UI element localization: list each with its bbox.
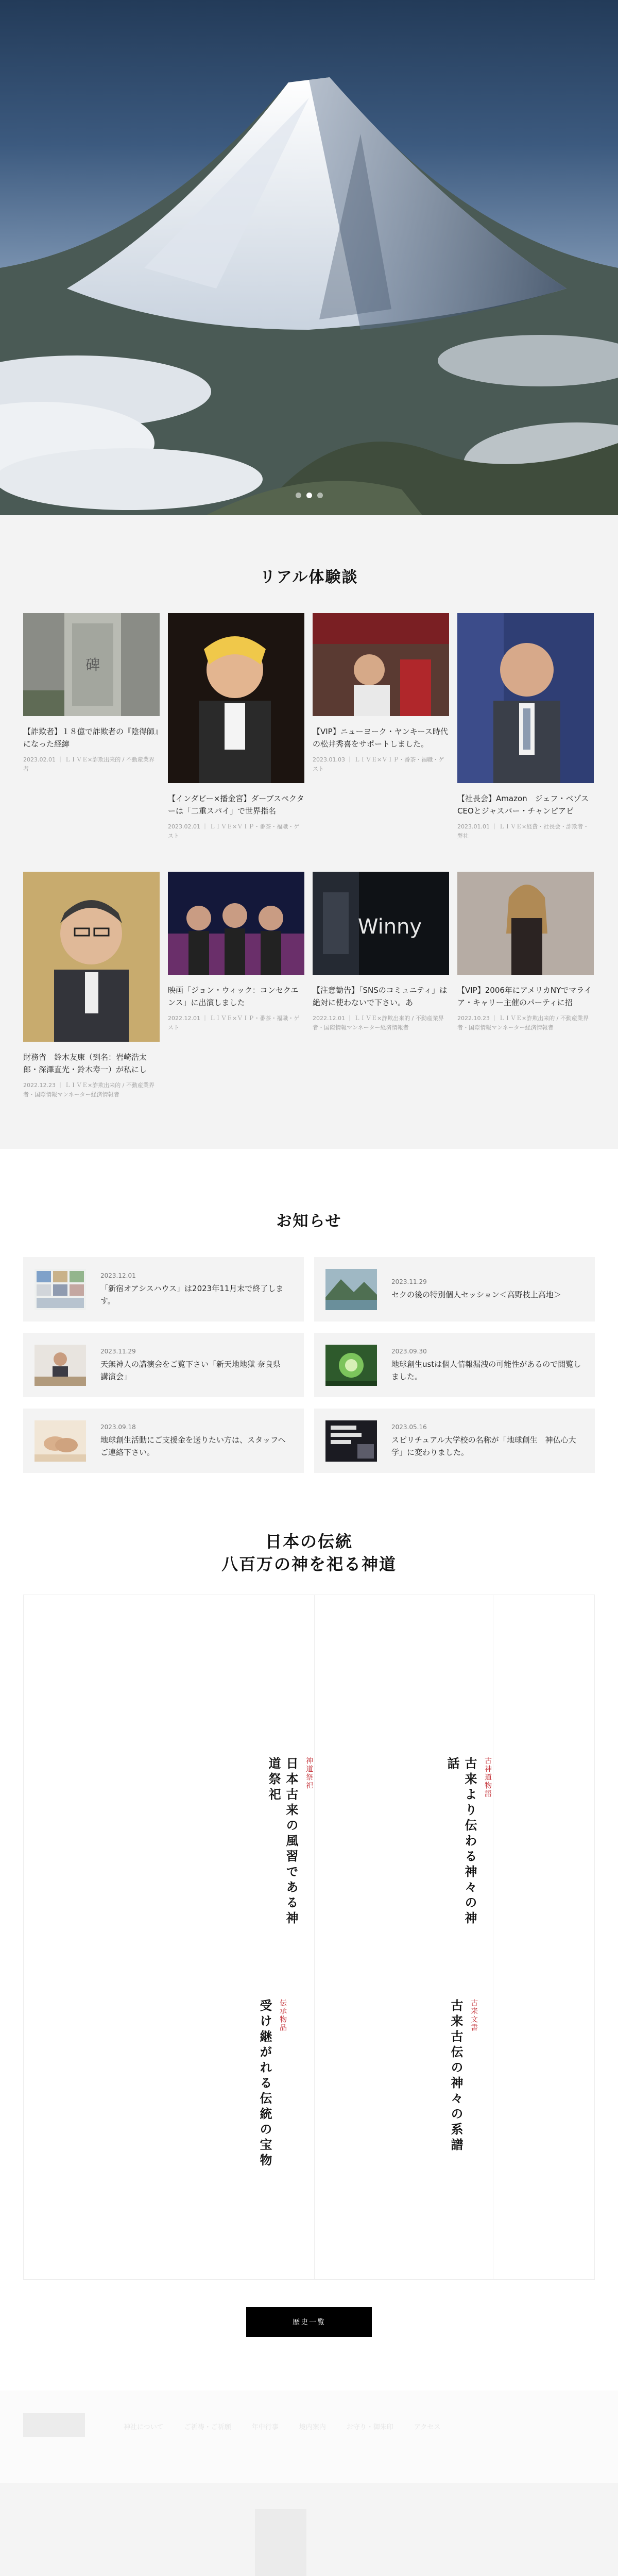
performer-image	[168, 613, 304, 783]
stone-tablet-image	[23, 613, 160, 716]
mount-fuji-image	[0, 0, 618, 515]
faded-nav-item[interactable]: 境内案内	[299, 2424, 326, 2431]
shinto-category: 伝承物品	[279, 1999, 287, 2032]
experience-meta: 2023.01.01 ｜ ＬＩＶＥ×経費・社長会・詐欺者・弊社	[457, 823, 589, 839]
experiences-heading: リアル体験談	[260, 568, 358, 586]
news-list	[23, 1257, 595, 1473]
experience-card[interactable]	[168, 613, 304, 850]
experience-meta: 2022.12.23 ｜ ＬＩＶＥ×詐欺出来的 / 不動産業界者・国際情報マンネーター経済情報者	[23, 1082, 154, 1098]
experience-title: 財務省 鈴木友康（到名：岩崎浩太郎・深澤直光・鈴木寿一）が私にし	[23, 1053, 147, 1074]
experience-card[interactable]	[23, 613, 160, 850]
shinto-title: 日本古来の風習である神道祭祀	[266, 1757, 298, 1927]
news-item[interactable]	[23, 1409, 304, 1473]
official-image	[23, 872, 160, 1042]
slider-dot-1[interactable]	[296, 493, 301, 498]
news-date: 2023.05.16	[391, 1423, 427, 1431]
winny-image	[313, 872, 449, 975]
news-title: スピリチュアル大学校の名称が「地球創生 神仏心大学」に変わりました。	[391, 1435, 576, 1457]
experiences-grid	[23, 613, 595, 1109]
slider-dot-2[interactable]	[306, 493, 312, 498]
slider-pagination	[0, 493, 618, 498]
faded-nav-item[interactable]: 年中行事	[251, 2424, 279, 2431]
dark-poster-image	[325, 1420, 377, 1462]
shinto-title: 古来より伝わる神々の神話	[445, 1757, 477, 1927]
news-item[interactable]	[314, 1333, 595, 1397]
faded-vertical-block	[255, 2509, 306, 2576]
faded-logo	[23, 2413, 85, 2437]
experience-meta: 2023.02.01 ｜ ＬＩＶＥ×ＶＩＰ・番茶・福職・ゲスト	[168, 823, 300, 839]
loading-section	[0, 2391, 618, 2576]
shinto-title: 受け継がれる伝統の宝物	[258, 1999, 272, 2169]
news-date: 2023.09.18	[100, 1423, 136, 1431]
news-title: セクの後の特別個人セッション＜高野枝上高地＞	[391, 1290, 561, 1299]
news-item[interactable]	[23, 1257, 304, 1321]
news-title: 地球創生ustは個人情報漏洩の可能性があるので閲覧しました。	[391, 1359, 581, 1381]
news-title: 地球創生活動にご支援金を送りたい方は、スタッフへご連絡下さい。	[100, 1435, 286, 1457]
shinto-category: 神道祭祀	[305, 1757, 313, 1790]
hands-image	[35, 1420, 86, 1462]
experience-card[interactable]	[313, 613, 449, 850]
shinto-item[interactable]	[315, 1937, 493, 2279]
experience-card[interactable]	[457, 872, 594, 1109]
news-date: 2023.11.29	[391, 1278, 427, 1285]
shinto-heading-line-2: 八百万の神を祀る神道	[221, 1554, 397, 1574]
experience-card[interactable]	[313, 872, 449, 1109]
news-item[interactable]	[23, 1333, 304, 1397]
experience-title: 【詐欺者】１８億で詐欺者の『陰得師』になった経緯	[23, 727, 159, 749]
experiences-section	[0, 515, 618, 1149]
mountain-lake-image	[325, 1269, 377, 1310]
ceo-image	[457, 613, 594, 783]
news-title: 「新宿オアシスハウス」は2023年11月末で終了します。	[100, 1283, 284, 1306]
experience-meta: 2022.12.01 ｜ ＬＩＶＥ×ＶＩＰ・番茶・福職・ゲスト	[168, 1015, 300, 1031]
faded-nav	[124, 2421, 440, 2431]
experience-card[interactable]	[168, 872, 304, 1109]
experience-title: 映画「ジョン・ウィック：コンセクエンス」に出演しました	[168, 986, 299, 1007]
shinto-item[interactable]	[24, 1937, 315, 2279]
experience-meta: 2023.02.01 ｜ ＬＩＶＥ×詐欺出来的 / 不動産業界者	[23, 756, 154, 772]
experience-title: 【VIP】2006年にアメリカNYでマライア・キャリー主催のパーティに招	[457, 986, 592, 1007]
news-title: 天無神人の講演会をご覧下さい「新天地地獄 奈良県 講演会」	[100, 1359, 288, 1381]
svg-text:Winny: Winny	[357, 915, 422, 939]
speaker-image	[35, 1345, 86, 1386]
shinto-item[interactable]	[493, 1595, 618, 1937]
news-item[interactable]	[314, 1257, 595, 1321]
shinto-title: 古来古伝の神々の系譜	[449, 1999, 463, 2154]
experience-title: 【VIP】ニューヨーク・ヤンキース時代の松井秀喜をサポートしました。	[313, 727, 448, 749]
shinto-item[interactable]	[24, 1595, 315, 1937]
slider-dot-3[interactable]	[317, 493, 323, 498]
experience-title: 【注意勧告】「SNSのコミュニティ」は絶対に使わないで下さい。あ	[313, 986, 448, 1007]
hero-slider	[0, 0, 618, 515]
building-collage-image	[35, 1269, 86, 1310]
green-tech-image	[325, 1345, 377, 1386]
experience-card[interactable]	[457, 613, 594, 850]
news-date: 2023.12.01	[100, 1272, 136, 1279]
svg-text:碑: 碑	[85, 656, 100, 673]
singer-image	[457, 872, 594, 975]
news-heading: お知らせ	[276, 1212, 342, 1230]
experience-title: 【インダビー×播金宮】ダーブスペクターは「二重スパイ」で世界指名	[168, 794, 304, 816]
faded-banner	[0, 2483, 618, 2576]
experience-meta: 2022.10.23 ｜ ＬＩＶＥ×詐欺出来的 / 不動産業界者・国際情報マンネーター経済情報者	[457, 1015, 589, 1031]
history-list-button[interactable]: 歴史一覧	[246, 2307, 372, 2337]
shinto-category: 古神道物語	[484, 1757, 492, 1798]
experience-meta: 2023.01.03 ｜ ＬＩＶＥ×ＶＩＰ・番茶・福職・ゲスト	[313, 756, 444, 772]
shinto-heading-line-1: 日本の伝統	[265, 1532, 353, 1551]
news-date: 2023.11.29	[100, 1347, 136, 1355]
movie-image	[168, 872, 304, 975]
shinto-item[interactable]	[493, 1937, 618, 2279]
experience-card[interactable]	[23, 872, 160, 1109]
faded-nav-item[interactable]: 神社について	[124, 2424, 164, 2431]
shinto-heading	[0, 1530, 618, 1575]
experience-title: 【社長会】Amazon ジェフ・ベゾスCEOとジャスパー・チャンピアビ	[457, 794, 589, 816]
news-item[interactable]	[314, 1409, 595, 1473]
shinto-grid	[23, 1595, 595, 2280]
faded-nav-item[interactable]: お守り・御朱印	[346, 2424, 393, 2431]
faded-nav-item[interactable]: アクセス	[414, 2424, 441, 2431]
faded-nav-item[interactable]: ご祈祷・ご祈願	[184, 2424, 231, 2431]
news-date: 2023.09.30	[391, 1347, 427, 1355]
shinto-item[interactable]	[315, 1595, 493, 1937]
experience-meta: 2022.12.01 ｜ ＬＩＶＥ×詐欺出来的 / 不動産業界者・国際情報マンネーター経済情報者	[313, 1015, 444, 1031]
baseball-image	[313, 613, 449, 716]
shinto-category: 古来文書	[470, 1999, 478, 2032]
